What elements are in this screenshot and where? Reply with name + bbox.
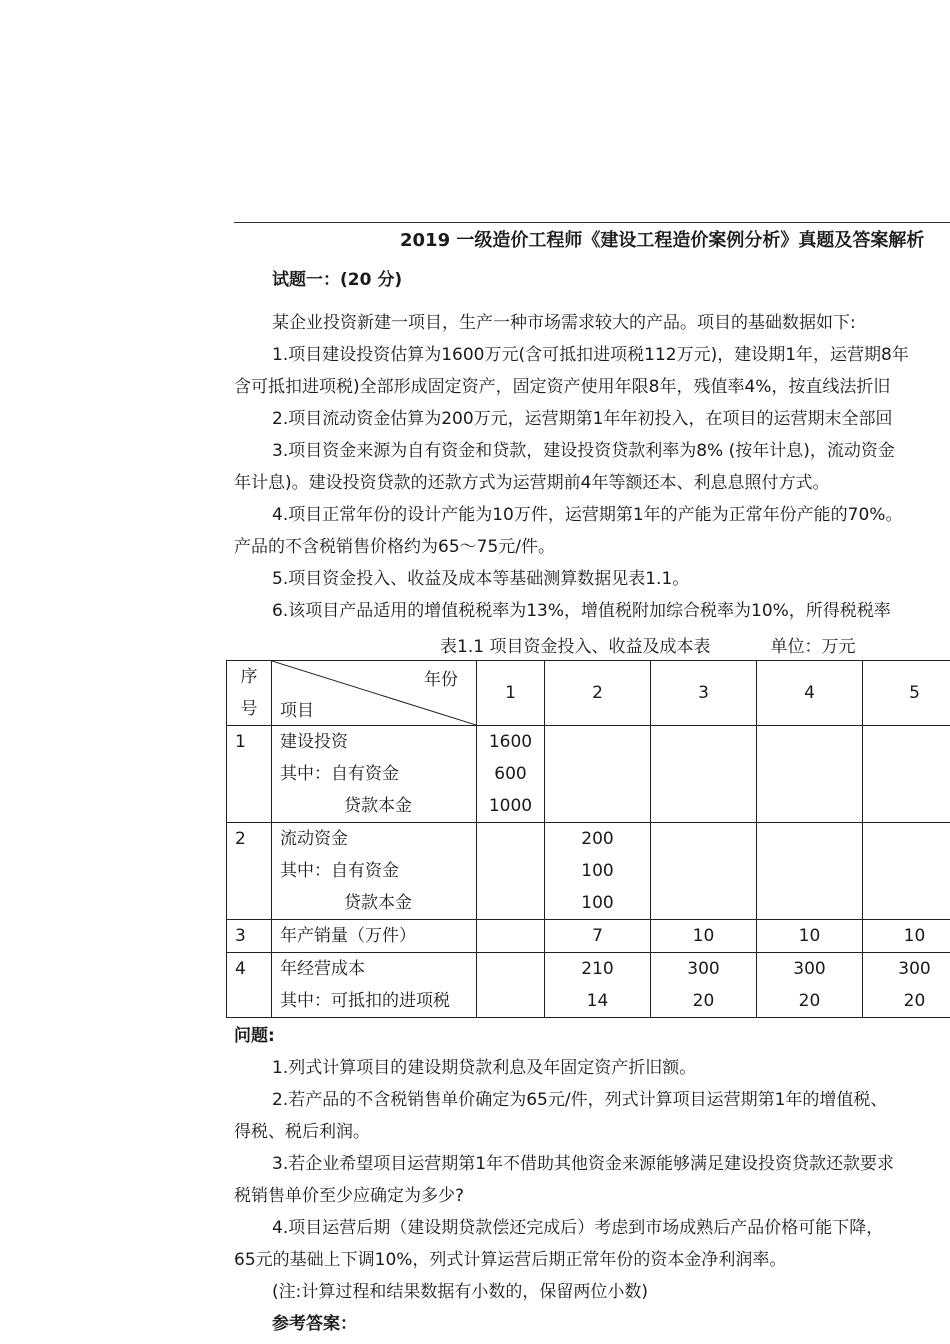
year-header: 2 (545, 661, 651, 726)
value-cell (477, 726, 545, 823)
value: 300 (793, 959, 826, 979)
question-line: 产品的不含税销售价格约为65～75元/件。 (234, 537, 555, 557)
value-cell (757, 920, 863, 953)
diagonal-header-cell (272, 661, 477, 726)
value-cell (545, 726, 651, 823)
value-cell (545, 823, 651, 920)
value-cell (757, 953, 863, 1018)
table-row (227, 823, 950, 920)
value-cell (757, 823, 863, 920)
question-heading: 试题一：(20 分) (272, 270, 403, 290)
value: 14 (586, 991, 609, 1011)
value-cell (545, 953, 651, 1018)
row-items (272, 953, 477, 1018)
item-label: 建设投资 (280, 732, 348, 752)
row-items (272, 823, 477, 920)
table-title: 表1.1 项目资金投入、收益及成本表 (440, 637, 711, 657)
value: 1600 (488, 732, 533, 752)
question-line: 含可抵扣进项税)全部形成固定资产，固定资产使用年限8年，残值率4%，按直线法折旧 (234, 377, 891, 397)
document-title: 2019 一级造价工程师《建设工程造价案例分析》真题及答案解析 (400, 230, 925, 251)
item-label: 贷款本金 (344, 796, 412, 816)
table-row (227, 920, 950, 953)
value-cell (477, 920, 545, 953)
row-items (272, 726, 477, 823)
value: 200 (581, 829, 614, 849)
item-label: 其中：可抵扣的进项税 (280, 991, 450, 1011)
value-cell (545, 920, 651, 953)
value: 1000 (488, 796, 533, 816)
question-line: 年计息)。建设投资贷款的还款方式为运营期前4年等额还本、利息息照付方式。 (234, 473, 830, 493)
value-cell (863, 920, 950, 953)
problem-line: 得税、税后利润。 (234, 1122, 370, 1142)
problem-line: 3.若企业希望项目运营期第1年不借助其他资金来源能够满足建设投资贷款还款要求 (272, 1154, 895, 1174)
table-row (227, 726, 950, 823)
table-caption (440, 632, 855, 657)
problem-line: 65元的基础上下调10%，列式计算运营后期正常年份的资本金净利润率。 (234, 1250, 787, 1270)
value-cell (651, 953, 757, 1018)
item-label: 年经营成本 (280, 959, 365, 979)
item-label: 流动资金 (280, 829, 348, 849)
row-seq (227, 823, 272, 920)
value: 20 (903, 991, 926, 1011)
row-items (272, 920, 477, 953)
investment-table (226, 660, 950, 1018)
problem-line: 2.若产品的不含税销售单价确定为65元/件，列式计算项目运营期第1年的增值税、 (272, 1090, 888, 1110)
question-line: 4.项目正常年份的设计产能为10万件，运营期第1年的产能为正常年份产能的70%。 (272, 505, 903, 525)
item-label: 年产销量（万件） (280, 926, 416, 946)
row-seq-value: 3 (235, 926, 246, 946)
item-label: 贷款本金 (344, 893, 412, 913)
question-line: 5.项目资金投入、收益及成本等基础测算数据见表1.1。 (272, 569, 690, 589)
year-header: 3 (651, 661, 757, 726)
problem-line: 4.项目运营后期（建设期贷款偿还完成后）考虑到市场成熟后产品价格可能下降， (272, 1218, 884, 1238)
item-label: 其中：自有资金 (280, 764, 399, 784)
table-unit: 单位：万元 (770, 637, 856, 657)
value: 10 (798, 926, 821, 946)
seq-header-top: 序 (240, 667, 258, 687)
item-header-label: 项目 (280, 701, 314, 721)
answer-heading: 参考答案： (272, 1314, 357, 1334)
value-cell (757, 726, 863, 823)
value: 7 (592, 926, 603, 946)
row-seq (227, 920, 272, 953)
header-rule (234, 222, 950, 223)
problem-note: (注:计算过程和结果数据有小数的，保留两位小数) (272, 1282, 648, 1302)
seq-header-cell (227, 661, 272, 726)
item-label: 其中：自有资金 (280, 861, 399, 881)
value-cell (651, 823, 757, 920)
value: 20 (692, 991, 715, 1011)
year-header: 4 (757, 661, 863, 726)
value: 10 (692, 926, 715, 946)
value: 10 (903, 926, 926, 946)
seq-header-bottom: 号 (240, 699, 258, 719)
question-line: 1.项目建设投资估算为1600万元(含可抵扣进项税112万元)，建设期1年，运营期8年 (272, 345, 909, 365)
row-seq (227, 726, 272, 823)
value-cell (477, 823, 545, 920)
value: 210 (581, 959, 614, 979)
question-line: 2.项目流动资金估算为200万元，运营期第1年年初投入，在项目的运营期末全部回 (272, 409, 893, 429)
row-seq (227, 953, 272, 1018)
year-header: 5 (863, 661, 950, 726)
value-cell (863, 823, 950, 920)
row-seq-value: 2 (235, 829, 246, 849)
question-line: 3.项目资金来源为自有资金和贷款，建设投资贷款利率为8% (按年计息)，流动资金 (272, 441, 895, 461)
row-seq-value: 4 (235, 959, 246, 979)
value: 600 (494, 764, 527, 784)
value-cell (651, 726, 757, 823)
value-cell (863, 726, 950, 823)
table-row (227, 953, 950, 1018)
value: 300 (687, 959, 720, 979)
value-cell (651, 920, 757, 953)
problem-line: 1.列式计算项目的建设期贷款利息及年固定资产折旧额。 (272, 1058, 697, 1078)
value: 300 (898, 959, 931, 979)
question-line: 6.该项目产品适用的增值税税率为13%，增值税附加综合税率为10%，所得税税率 (272, 601, 891, 621)
value: 100 (581, 893, 614, 913)
question-intro: 某企业投资新建一项目，生产一种市场需求较大的产品。项目的基础数据如下: (272, 313, 856, 333)
year-header-label: 年份 (424, 670, 458, 690)
problems-heading: 问题: (234, 1026, 275, 1046)
row-seq-value: 1 (235, 732, 246, 752)
table-header-row (227, 661, 950, 726)
year-header: 1 (477, 661, 545, 726)
value-cell (477, 953, 545, 1018)
value: 20 (798, 991, 821, 1011)
value: 100 (581, 861, 614, 881)
value-cell (863, 953, 950, 1018)
problem-line: 税销售单价至少应确定为多少? (234, 1186, 465, 1206)
